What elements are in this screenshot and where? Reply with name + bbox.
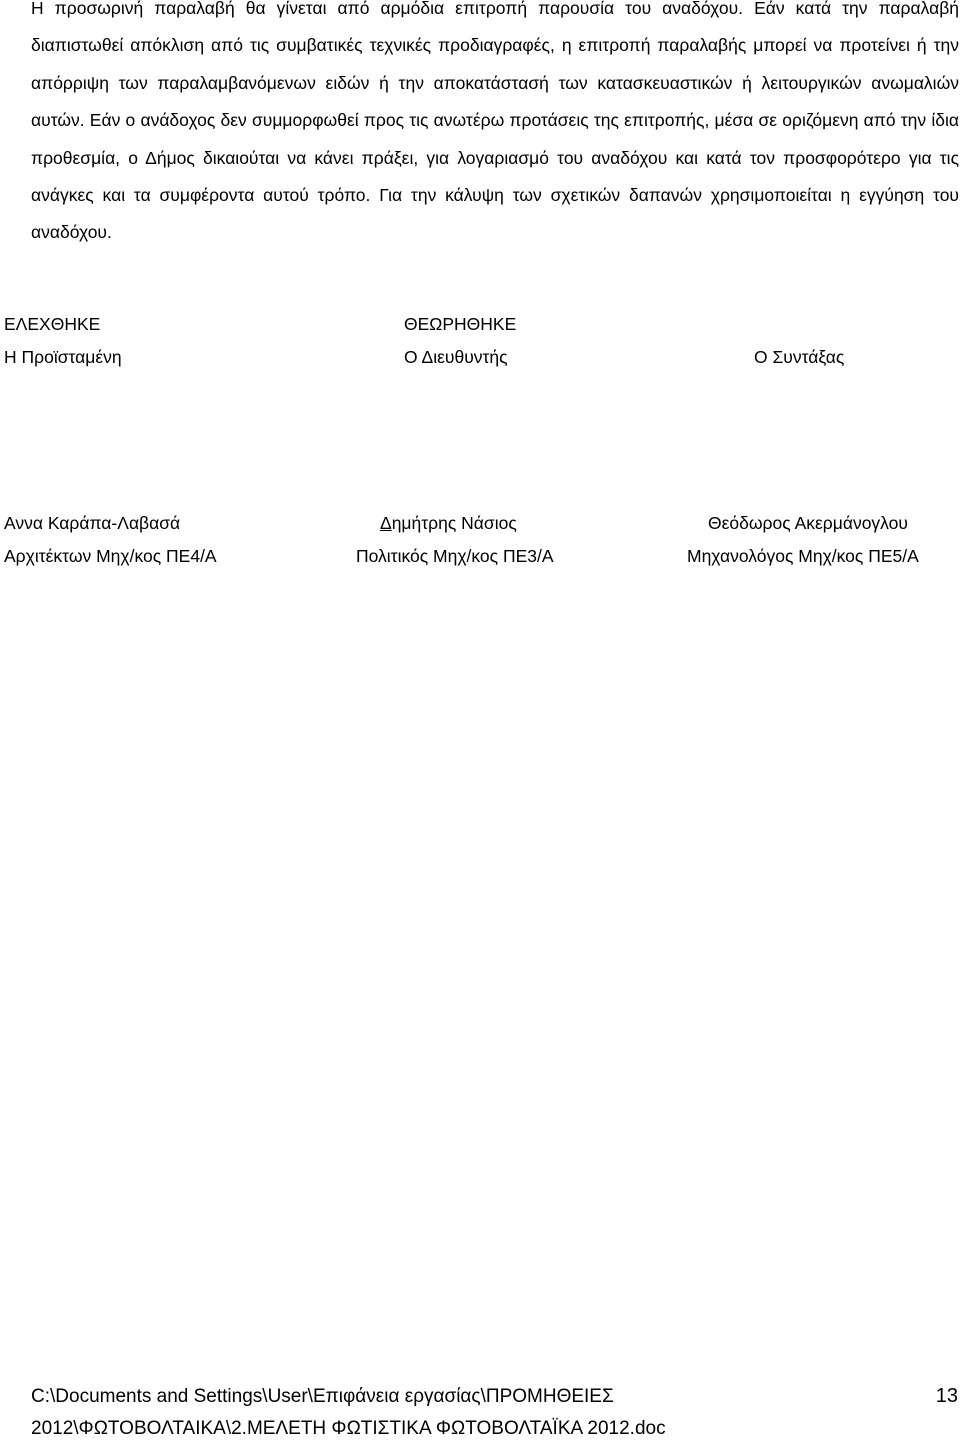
supervisor-title: Η Προϊσταμένη [4,347,122,367]
director-name: Δημήτρης Νάσιος [380,513,517,533]
approved-label: ΘΕΩΡΗΘΗΚΕ [404,314,517,334]
supervisor-role: Αρχιτέκτων Μηχ/κος ΠΕ4/Α [4,546,217,566]
checked-label: ΕΛΕΧΘΗΚΕ [4,314,101,334]
supervisor-name: Αννα Καράπα-Λαβασά [4,513,181,533]
body-paragraph: Η προσωρινή παραλαβή θα γίνεται από αρμόδια επιτροπή παρουσία του αναδόχου. Εάν κατά την παραλαβή διαπιστωθεί απόκλιση από τις συμβατικές τεχνικές προδιαγραφές, η επιτροπή παραλαβής μπορεί να προτείνει ή την απόρριψη των παραλαμβανόμενων ειδών ή την αποκατάστασή των κατασκευαστικών ή λειτουργικών ανωμαλιών αυτών. Εάν ο ανάδοχος δεν συμμορφωθεί προς τις ανωτέρω προτάσεις της επιτροπής, μέσα σε οριζόμενη από την ίδια προθεσμία, ο Δήμος δικαιούται να κάνει πράξει, για λογαριασμό του αναδόχου και κατά τον προσφορότερο για τις ανάγκες και τα συμφέροντα αυτού τρόπο. Για την κάλυψη των σχετικών δαπανών χρησιμοποιείται η εγγύηση του αναδόχου. [31,0,959,243]
author-role: Μηχανολόγος Μηχ/κος ΠΕ5/Α [687,546,919,566]
page-number: 13 [935,1385,958,1407]
author-name: Θεόδωρος Ακερμάνογλου [708,513,908,533]
director-role: Πολιτικός Μηχ/κος ΠΕ3/Α [356,546,554,566]
author-title: Ο Συντάξας [754,347,845,367]
footer-file-path: C:\Documents and Settings\User\Επιφάνεια εργασίας\ΠΡΟΜΗΘΕΙΕΣ 2012\ΦΩΤΟΒΟΛΤΑΙΚΑ\2.ΜΕΛΕΤΗ ΦΩΤΙΣΤΙΚΑ ΦΩΤΟΒΟΛΤΑΪΚΑ 2012.doc [31,1386,666,1439]
director-title: Ο Διευθυντής [404,347,508,367]
